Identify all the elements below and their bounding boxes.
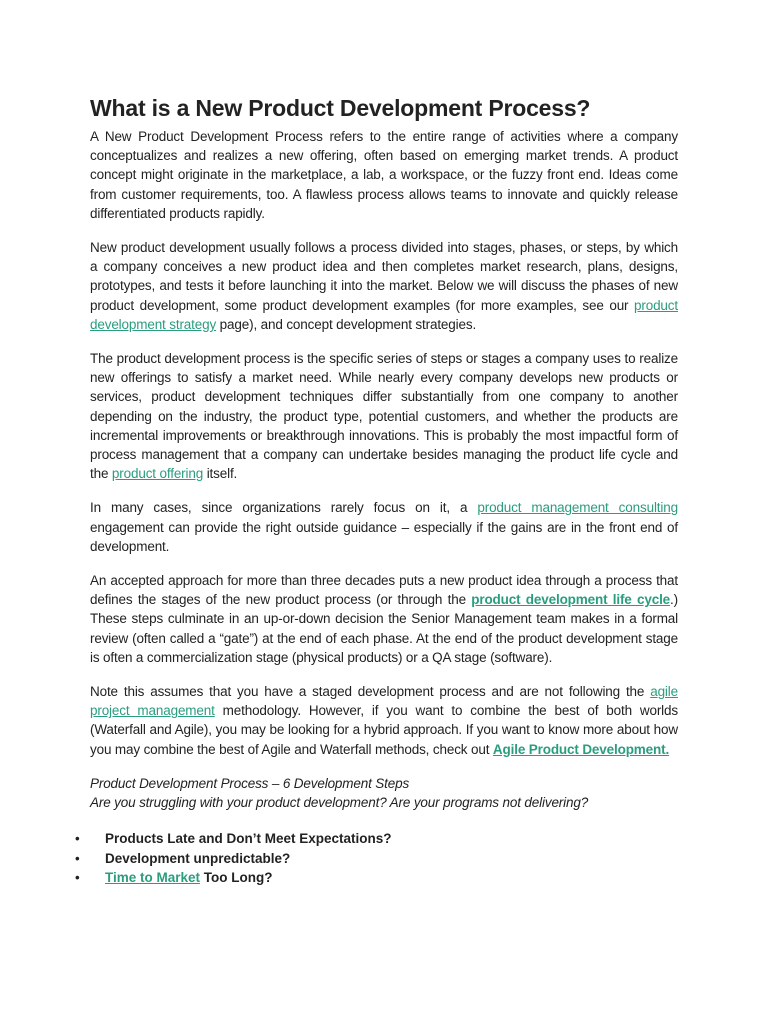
text-segment: .) These steps culminate in an up-or-down decision the Senior Management team makes in a formal review (often called a “gate”) at the end of each phase. At the end of the product development stage is often a commercialization stage (physical products) or a QA stage (software). — [90, 592, 678, 665]
text-segment: methodology. However, if you want to combine the best of both worlds (Waterfall and Agile), you may be looking for a hybrid approach. If you want to know more about how you may combine the best of Agile and Waterfall methods, check out — [90, 703, 678, 757]
text-segment: Too Long? — [200, 870, 273, 886]
bullet-item-time-to-market — [90, 868, 678, 888]
intro-paragraph: A New Product Development Process refers to the entire range of activities where a company conceptualizes and realizes a new offering, often based on emerging market trends. A product concept might originate in the marketplace, a lab, a workspace, or the fuzzy front end. Ideas come from customer requirements, too. A flawless process allows teams to innovate and quickly release differentiated products rapidly. — [90, 129, 678, 221]
text-segment: New product development usually follows a process divided into stages, phases, or steps, by which a company conceives a new product idea and then completes market research, plans, designs, prototypes, and tests it before launching it into the market. Below we will discuss the phases of new product development, some product development examples (for more examples, see our — [90, 240, 678, 313]
bullet-item-late: • Products Late and Don’t Meet Expectations? — [90, 829, 678, 849]
stages-paragraph — [90, 238, 678, 334]
text-segment: itself. — [203, 466, 238, 482]
product-development-life-cycle-link[interactable]: product development life cycle — [471, 592, 671, 608]
bullet-item-unpredictable: • Development unpredictable? — [90, 849, 678, 869]
page-title: What is a New Product Development Process? — [90, 95, 591, 121]
text-segment: An accepted approach for more than three decades puts a new product idea through a process that defines the stages of the new product process (or through the — [90, 573, 678, 608]
consulting-paragraph — [90, 498, 678, 556]
text-segment: The product development process is the specific series of steps or stages a company uses to realize new offerings to satisfy a market need. While nearly every company develops new products or services, product development techniques differ substantially from one company to another depending on the industry, the product type, potential customers, and whether the products are incremental improvements or breakthrough innovations. This is probably the most impactful form of process management that a company can undertake besides managing the product life cycle and the — [90, 351, 678, 482]
agile-paragraph — [90, 682, 678, 759]
product-development-strategy-link[interactable]: product development strategy — [90, 297, 678, 332]
product-management-consulting-link[interactable]: product management consulting — [477, 500, 678, 516]
document-body — [90, 93, 678, 888]
italic-line-question: Are you struggling with your product development? Are your programs not delivering? — [90, 795, 589, 811]
product-offering-link[interactable]: product offering — [111, 466, 204, 482]
text-segment: In many cases, since organizations rarely focus on it, a — [90, 500, 478, 516]
italic-line-steps: Product Development Process – 6 Development Steps — [90, 775, 410, 791]
process-definition-paragraph — [90, 349, 678, 483]
italic-subheading — [90, 774, 678, 812]
bullet-list — [90, 829, 678, 888]
text-segment: page), and concept development strategies. — [216, 316, 477, 332]
stage-gate-paragraph — [90, 571, 678, 667]
text-segment: engagement can provide the right outside guidance – especially if the gains are in the front end of development. — [90, 519, 678, 554]
agile-product-development-link[interactable]: Agile Product Development. — [492, 741, 670, 757]
agile-project-management-link[interactable]: agile project management — [90, 684, 678, 719]
text-segment: Note this assumes that you have a staged development process and are not following the — [90, 684, 651, 700]
time-to-market-link[interactable]: Time to Market — [105, 870, 201, 886]
